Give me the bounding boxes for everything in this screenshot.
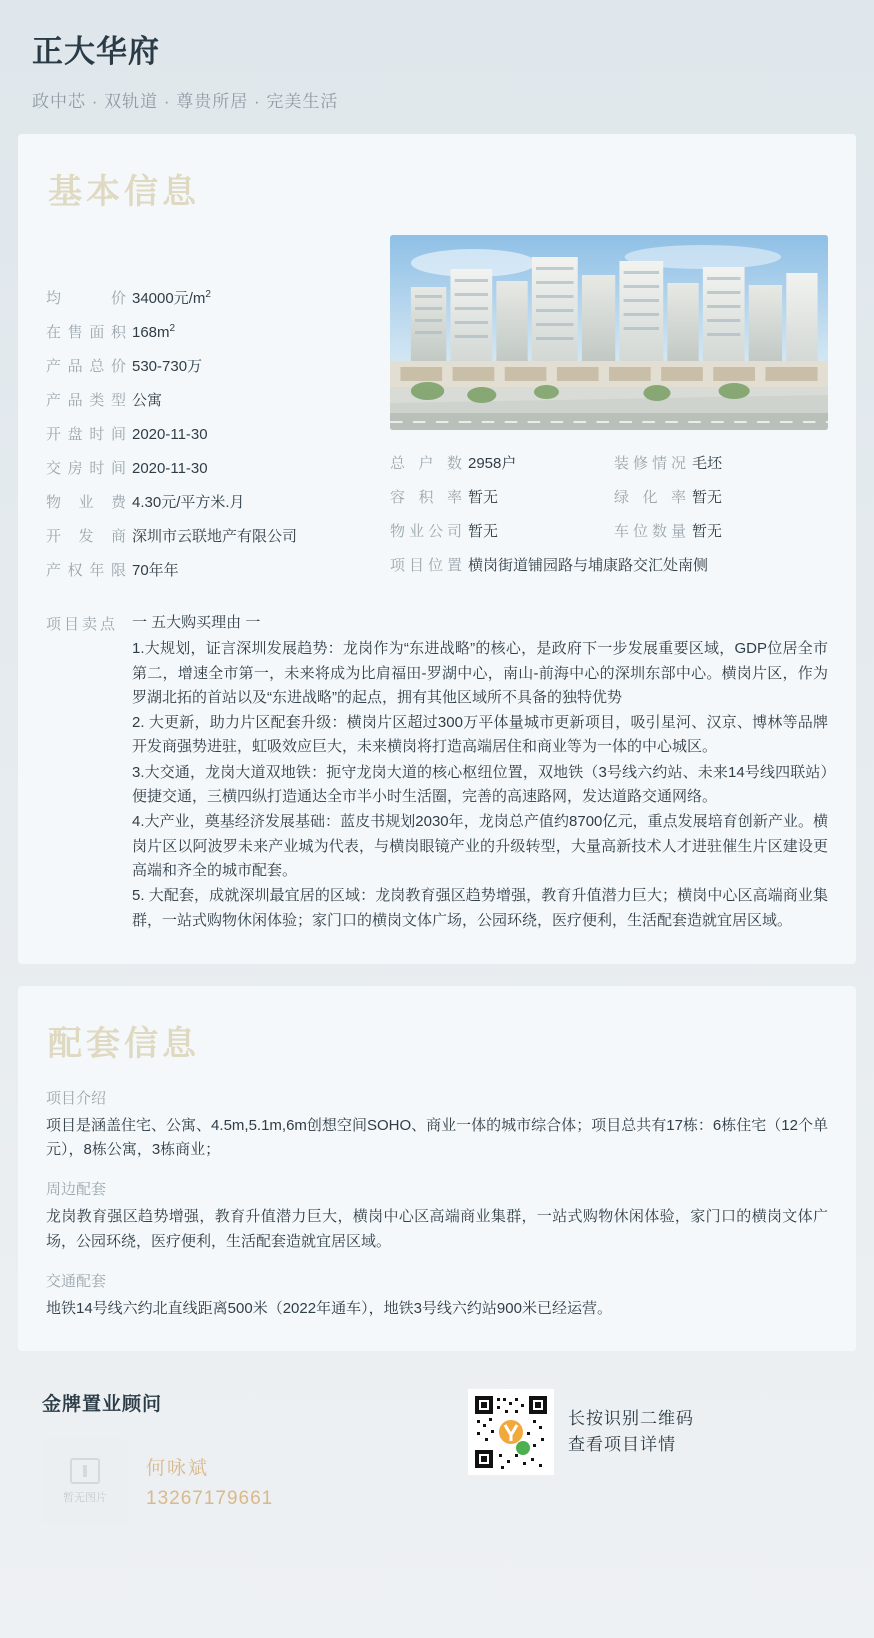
basic-detail-key: 装修情况 xyxy=(614,455,686,472)
project-photo xyxy=(390,235,828,430)
basic-info-row-value: 4.30元/平方米.月 xyxy=(132,494,245,511)
adviser-phone[interactable]: 13267179661 xyxy=(146,1487,274,1509)
basic-info-row xyxy=(46,457,376,478)
selling-points-heading: 一 五大购买理由 一 xyxy=(132,614,261,631)
facilities-card xyxy=(18,986,856,1351)
adviser-title: 金牌置业顾问 xyxy=(42,1394,163,1416)
qr-caption-line1: 长按识别二维码 xyxy=(568,1409,694,1428)
basic-info-row-value: 70年年 xyxy=(132,562,179,579)
basic-info-card xyxy=(18,134,856,964)
basic-info-row-value: 2020-11-30 xyxy=(132,460,208,477)
qr-code[interactable] xyxy=(468,1389,554,1475)
selling-point: 2. 大更新，助力片区配套升级：横岗片区超过300万平体量城市更新项目，吸引星河、汉京、博林等品牌开发商强势进驻，虹吸效应巨大，未来横岗将打造高端居住和商业等为一体的中心城区。 xyxy=(132,714,828,756)
basic-detail-row xyxy=(614,520,828,541)
basic-detail-value: 暂无 xyxy=(692,489,723,506)
basic-detail-value: 横岗街道铺园路与埔康路交汇处南侧 xyxy=(468,557,709,574)
basic-info-row xyxy=(46,423,376,444)
basic-detail-row xyxy=(390,452,604,473)
adviser-block xyxy=(42,1389,462,1524)
facilities-blocks xyxy=(46,1087,828,1321)
footer xyxy=(18,1379,856,1544)
qr-block xyxy=(468,1389,694,1475)
basic-detail-row xyxy=(390,520,604,541)
selling-points-list xyxy=(132,637,828,933)
basic-detail-row xyxy=(614,452,828,473)
basic-info-row-value: 公寓 xyxy=(132,392,163,409)
facility-block-label: 周边配套 xyxy=(46,1181,107,1199)
facility-block-label: 交通配套 xyxy=(46,1273,107,1291)
basic-info-row xyxy=(46,355,376,376)
qr-code-image xyxy=(471,1392,551,1472)
basic-info-row-key: 均价 xyxy=(46,290,126,307)
basic-info-row xyxy=(46,525,376,546)
basic-info-row-key: 交房时间 xyxy=(46,460,126,477)
selling-points-label: 项目卖点 xyxy=(46,616,119,633)
qr-caption xyxy=(568,1406,694,1459)
qr-caption-line2: 查看项目详情 xyxy=(568,1435,676,1455)
adviser-name: 何咏斌 xyxy=(146,1457,210,1479)
basic-info-row-key: 物 业 费 xyxy=(46,494,126,511)
adviser-row xyxy=(42,1438,462,1524)
basic-info-row-value: 2020-11-30 xyxy=(132,426,208,443)
selling-point: 1.大规划，证言深圳发展趋势：龙岗作为“东进战略”的核心，是政府下一步发展重要区域，GDP位居全市第二，增速全市第一，未来将成为比肩福田-罗湖中心，南山-前海中心的深圳东部中心。横岗片区，作为罗湖北拓的首站以及“东进战略”的起点，拥有其他区域所不具备的独特优势 xyxy=(132,640,828,706)
basic-info-row-key: 产品类型 xyxy=(46,392,126,409)
basic-detail-value: 2958户 xyxy=(468,455,517,472)
facilities-title: 配套信息 xyxy=(48,1024,200,1063)
facility-block-text: 龙岗教育强区趋势增强，教育升值潜力巨大，横岗中心区高端商业集群，一站式购物休闲体验，家门口的横岗文体广场，公园环绕，医疗便利，生活配套造就宜居区域。 xyxy=(46,1208,828,1250)
selling-point: 5. 大配套，成就深圳最宜居的区域：龙岗教育强区趋势增强，教育升值潜力巨大；横岗中心区高端商业集群，一站式购物休闲体验；家门口的横岗文体广场，公园环绕，医疗便利，生活配套造就宜居区域。 xyxy=(132,887,828,929)
image-placeholder-icon xyxy=(70,1458,100,1484)
basic-detail-key: 项目位置 xyxy=(390,557,462,574)
basic-detail-key: 绿化率 xyxy=(614,489,686,506)
basic-detail-row xyxy=(390,554,828,575)
basic-info-row-key: 产权年限 xyxy=(46,562,126,579)
selling-points xyxy=(46,611,828,934)
facility-block-label: 项目介绍 xyxy=(46,1089,107,1107)
basic-info-row-key: 在售面积 xyxy=(46,324,126,341)
basic-info-row-key: 产品总价 xyxy=(46,358,126,375)
basic-info-row-value: 34000元$/m^2$ xyxy=(132,289,211,307)
basic-detail-row xyxy=(390,486,604,507)
avatar-placeholder-label: 暂无图片 xyxy=(63,1491,107,1504)
basic-info-row xyxy=(46,389,376,410)
basic-detail-value: 暂无 xyxy=(468,523,499,540)
basic-info-row xyxy=(46,491,376,512)
basic-detail-key: 容积率 xyxy=(390,489,462,506)
basic-detail-key: 车位数量 xyxy=(614,523,686,540)
basic-info-title: 基本信息 xyxy=(48,173,200,211)
basic-detail-row xyxy=(614,486,828,507)
basic-info-grid xyxy=(390,452,828,575)
basic-info-row-key: 开 发 商 xyxy=(46,528,126,545)
selling-point: 3.大交通，龙岗大道双地铁：扼守龙岗大道的核心枢纽位置，双地铁（3号线六约站、未来14号线四联站）便捷交通，三横四纵打造通达全市半小时生活圈，完善的高速路网，发达道路交通网络。 xyxy=(132,763,828,806)
basic-info-row-value: 530-730万 xyxy=(132,358,203,375)
basic-detail-value: 毛坯 xyxy=(692,455,723,472)
basic-info-row xyxy=(46,321,376,342)
basic-detail-key: 总户数 xyxy=(390,455,462,472)
basic-info-row-value: $168m^2$ xyxy=(132,323,176,341)
basic-info-row-key: 开盘时间 xyxy=(46,426,126,443)
basic-info-left-list xyxy=(46,235,376,593)
unit-superscript: 2 xyxy=(205,289,211,300)
page-title: 正大华府 xyxy=(32,34,160,69)
facility-block-text: 项目是涵盖住宅、公寓、4.5m,5.1m,6m创想空间SOHO、商业一体的城市综合体；项目总共有17栋：6栋住宅（12个单元），8栋公寓，3栋商业； xyxy=(46,1116,828,1159)
selling-point: 4.大产业，奠基经济发展基础：蓝皮书规划2030年，龙岗总产值约8700亿元，重点发展培育创新产业。横岗片区以阿波罗未来产业城为代表，与横岗眼镜产业的升级转型，大量高新技术人才进驻催生片区建设更高端和齐全的城市配套。 xyxy=(132,813,828,879)
basic-detail-key: 物业公司 xyxy=(390,523,462,540)
basic-info-row-value: 深圳市云联地产有限公司 xyxy=(132,528,298,545)
basic-detail-value: 暂无 xyxy=(692,523,723,540)
avatar xyxy=(42,1438,128,1524)
basic-info-top xyxy=(46,235,828,593)
unit-superscript: 2 xyxy=(169,323,176,334)
basic-info-row xyxy=(46,559,376,580)
basic-detail-value: 暂无 xyxy=(468,489,499,506)
basic-info-right xyxy=(376,235,828,575)
adviser-info xyxy=(146,1453,273,1510)
page-subtitle: 政中芯 · 双轨道 · 尊贵所居 · 完美生活 xyxy=(32,92,339,111)
header xyxy=(0,0,874,134)
facility-block-text: 地铁14号线六约北直线距离500米（2022年通车），地铁3号线六约站900米已经运营。 xyxy=(46,1300,612,1318)
selling-points-body xyxy=(132,611,828,934)
project-photo-illustration xyxy=(390,235,828,430)
basic-info-row xyxy=(46,287,376,308)
